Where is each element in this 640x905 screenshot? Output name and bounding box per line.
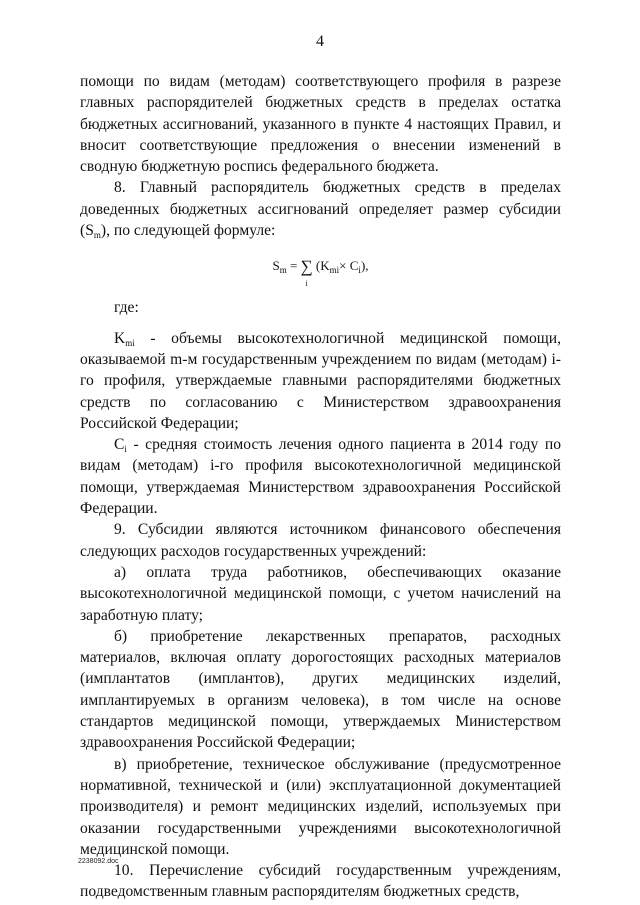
paragraph-continuation: помощи по видам (методам) соответствующего профиля в разрезе главных распорядителей бюджетных средств в пределах остатка бюджетных ассигнований, указанного в пункте 4 настоящих Правил, и вносит соответствующие предложения о внесении изменений в сводную бюджетную роспись федерального бюджета.	[80, 73, 561, 176]
paragraph-9: 9. Субсидии являются источником финансового обеспечения следующих расходов государственных учреждений:	[80, 521, 561, 560]
where-label: где:	[114, 299, 139, 317]
page-number: 4	[316, 33, 324, 50]
paragraph-10: 10. Перечисление субсидий государственным учреждениям, подведомственным главным распорядителям бюджетных средств,	[80, 862, 561, 901]
paragraph-8: 8. Главный распорядитель бюджетных средств в пределах доведенных бюджетных ассигнований определяет размер субсидии $(S_m)$, по следующей формуле:	[80, 179, 561, 241]
definition-c: $C_i$ - средняя стоимость лечения одного пациента в 2014 году по видам (методам) i-го профиля высокотехнологичной медицинской помощи, утверждаемая Министерством здравоохранения Российской Федерации.	[80, 436, 561, 518]
paragraph-9c: в) приобретение, техническое обслуживание (предусмотренное нормативной, технической и (или) эксплуатационной документацией производителя) и ремонт медицинских изделий, используемых при оказании государственными учреждениями высокотехнологичной медицинской помощи.	[80, 755, 561, 858]
document-body	[80, 71, 561, 903]
paragraph-9b: б) приобретение лекарственных препаратов, расходных материалов, включая оплату дорогостоящих расходных материалов (имплантатов (имплантов), других медицинских изделий, имплантируемых в организм человека), в том числе на основе стандартов медицинской помощи, утверждаемых Министерством здравоохранения Российской Федерации;	[80, 627, 561, 752]
sum-symbol: ∑ i	[300, 257, 313, 289]
definition-k: $K_{mi}$ - объемы высокотехнологичной медицинской помощи, оказываемой m-м государственным учреждением по видам (методам) i-го профиля, утверждаемые главными распорядителями бюджетных средств по согласованию с Министерством здравоохранения Российской Федерации;	[80, 329, 561, 432]
subsidy-formula: $S_m$ = ∑ i $(K_{mi}\times C_i)$,	[272, 257, 369, 289]
paragraph-9a: а) оплата труда работников, обеспечивающих оказание высокотехнологичной медицинской помощи, с учетом начислений на заработную плату;	[80, 563, 561, 624]
footer-file-code: 2238092.doc	[78, 858, 119, 865]
